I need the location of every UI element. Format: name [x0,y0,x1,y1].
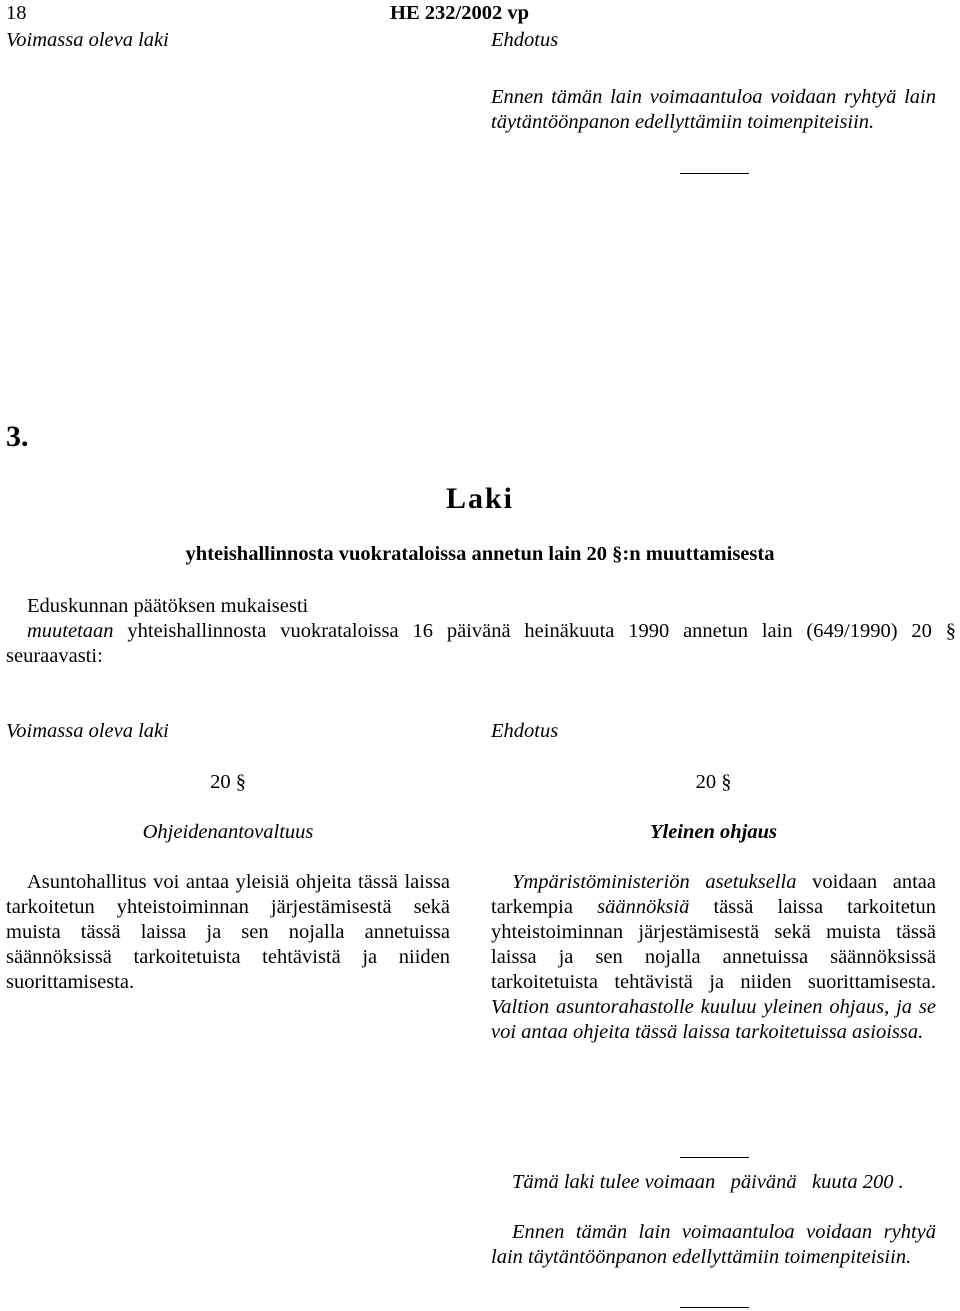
enactment-intro: Eduskunnan päätöksen mukaisesti [27,595,309,617]
proposed-body-text-1: voidaan antaa tarkempia [491,871,936,918]
comparison-label-proposal: Ehdotus [491,720,559,742]
document-id: HE 232/2002 vp [390,2,529,24]
amendment-clause [6,619,956,669]
proposed-section-number: 20 § [695,771,732,793]
comparison-label-current-law: Voimassa oleva laki [6,720,169,742]
law-title: Laki [445,482,515,515]
page-number: 18 [6,2,27,24]
proposed-body-italic-2: säännöksiä [597,896,690,918]
current-section-body: Asuntohallitus voi antaa yleisiä ohjeita tässä laissa tarkoitetun yhteistoiminnan järjestämisestä sekä muista tässä laissa ja sen nojalla annetuissa säännöksissä tarkoitetuista tehtävistä ja niiden suorittamisesta. [6,871,450,993]
end-rule-bottom [680,1307,749,1308]
law-number: 3. [6,420,29,453]
entry-into-force: Tämä laki tulee voimaan päivänä kuuta 200 . [512,1171,904,1193]
proposed-body-italic-3: Valtion asuntorahastolle kuuluu yleinen ohjaus, ja se voi antaa ohjeita tässä laissa tarkoitetuissa asioissa. [491,996,936,1043]
current-section-number: 20 § [210,771,246,793]
end-rule-top [680,173,749,174]
proposed-section-body [491,870,936,1045]
amendment-rest: yhteishallinnosta vuokrataloissa 16 päivänä heinäkuuta 1990 annetun lain (649/1990) 20 § seuraavasti: [6,620,956,667]
entry-transitional: Ennen tämän lain voimaantuloa voidaan ryhtyä lain täytäntöönpanon edellyttämiin toimenpiteisiin. [491,1221,936,1268]
column-label-current-law: Voimassa oleva laki [6,29,169,51]
amendment-verb: muutetaan [27,620,114,642]
law-subtitle: yhteishallinnosta vuokrataloissa annetun lain 20 §:n muuttamisesta [185,543,775,565]
proposed-section-heading: Yleinen ohjaus [649,821,777,843]
column-label-proposal: Ehdotus [491,29,559,51]
proposed-body-italic-1: Ympäristöministeriön asetuksella [512,871,797,893]
entry-into-force-rule [680,1157,749,1158]
proposed-body-text-2: tässä laissa tarkoitetun yhteistoiminnan järjestämisestä sekä muista tässä laissa ja sen nojalla annetuissa säännöksissä tarkoitetuista tehtävistä ja niiden suorittamisesta. [491,896,936,993]
transitional-provision: Ennen tämän lain voimaantuloa voidaan ryhtyä lain täytäntöönpanon edellyttämiin toimenpiteisiin. [491,86,936,133]
current-section-heading: Ohjeidenantovaltuus [142,821,314,843]
